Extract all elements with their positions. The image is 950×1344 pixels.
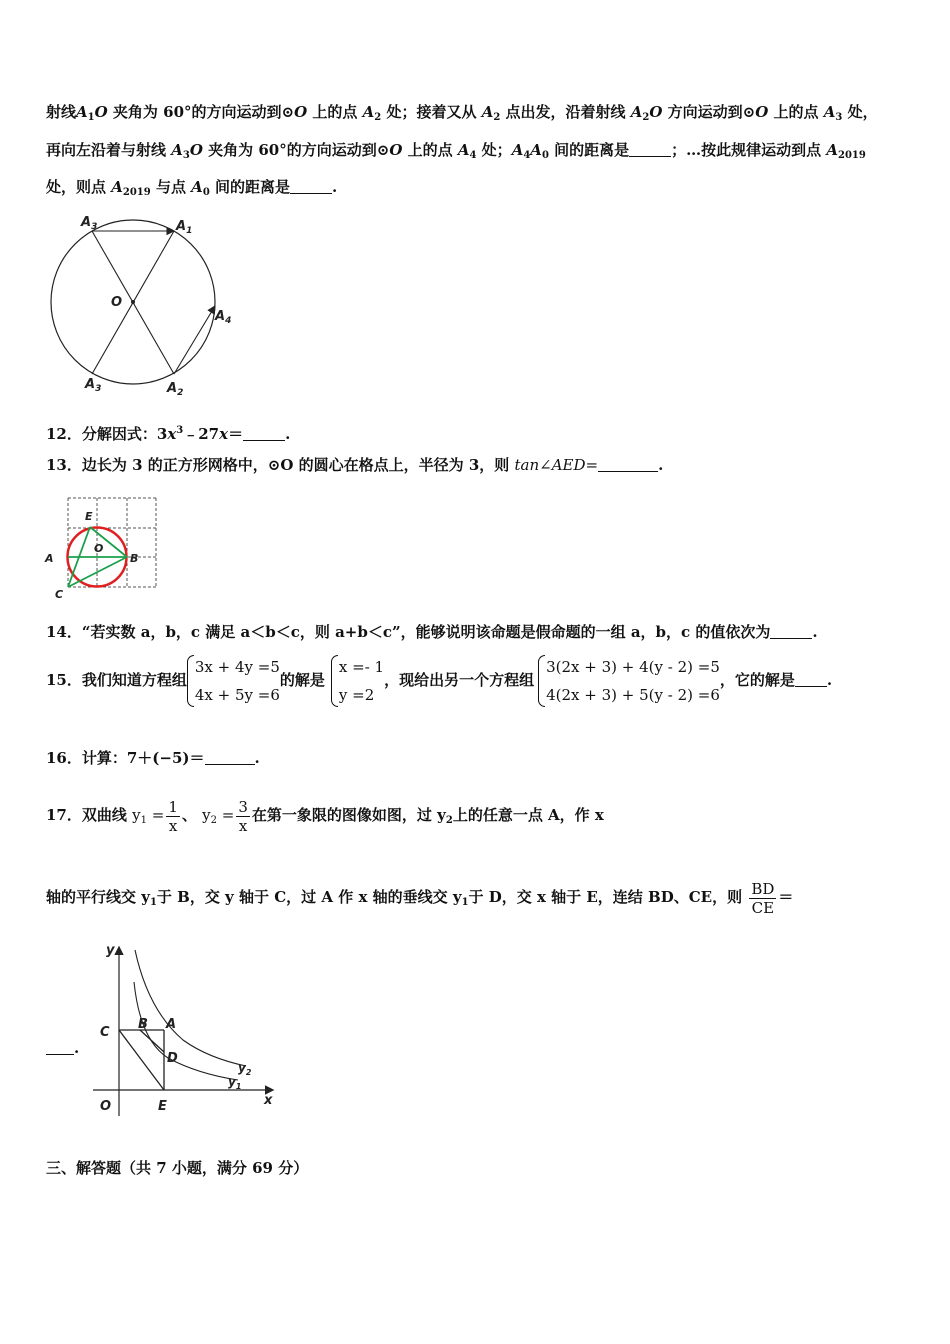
segment-ce [119,1030,164,1090]
segment-a2-a4 [174,306,215,374]
q13-line: 13．边长为 3 的正方形网格中，⊙O 的圆心在格点上，半径为 3，则 tan∠AED= . [46,456,664,474]
label-a1: $A_1$ [176,219,193,236]
label-curve-y2: $y_2$ [238,1061,252,1077]
label-e: E [85,510,93,523]
answer-blank-q15[interactable] [795,672,827,687]
answer-blank-1[interactable] [629,142,671,157]
label-a4: $A_4$ [215,309,232,326]
label-curve-y1: $y_1$ [228,1075,242,1091]
label-a: A [45,552,54,565]
q17-line1: 17．双曲线 $y_1$ = $\frac{1}{x}$ 、 $y_2$ = $\frac{3}{x}$ 在第一象限的图像如图，过 $y_2$上的任意一点 A，作 x [46,797,604,835]
q13-grid-figure [42,494,162,604]
answer-blank-q13[interactable] [598,457,658,472]
fraction-1-over-x: $\frac{1}{x}$ [168,797,178,835]
curve-y1 [134,982,238,1080]
fraction-3-over-x: $\frac{3}{x}$ [238,797,248,835]
label-a3: $A_3$ [85,377,102,394]
label-b: B [130,552,139,565]
label-o: O [111,295,123,310]
section-3-title: 三、解答题（共 7 小题，满分 69 分） [46,1159,309,1177]
q14-line: 14．“若实数 a，b，c 满足 a＜b＜c，则 a+b＜c”，能够说明该命题是假命题的一组 a，b，c 的值依次为 . [46,623,818,641]
label-c: C [100,1025,110,1040]
label-a2: $A_2$ [167,381,184,398]
label-y: y [106,943,115,958]
q16-line: 16．计算：7＋(−5)＝ . [46,749,260,767]
q17-line2: 轴的平行线交 $y_1$于 B，交 y 轴于 C，过 A 作 x 轴的垂线交 $y_1$于 D，交 x 轴于 E，连结 BD、CE，则 $\frac{BD}{CE}$ ＝ [46,879,794,917]
segment-bd [140,1030,164,1052]
q11-line1: 射线$A_1O$ 夹角为 60°的方向运动到⊙O 上的点 $A_2$ 处；接着又从 $A_2$ 点出发，沿着射线 $A_2O$ 方向运动到⊙O 上的点 $A_3$ 处， [46,103,878,123]
answer-blank-q12[interactable] [243,426,285,441]
label-a-top-left: $A_3$ [81,215,98,232]
center-dot [131,300,135,304]
label-o: O [94,542,104,555]
q12-line: 12．分解因式：$3x^3﹣27x=$ . [46,425,291,443]
q17-hyperbola-figure [88,940,288,1120]
solution-system: x =- 1 y =2 [331,653,384,709]
curve-y2 [135,950,246,1066]
q11-line2: 再向左沿着与射线 $A_3O$ 夹角为 60°的方向运动到⊙O 上的点 $A_4$ 处；$A_4A_0$ 间的距离是 ；…按此规律运动到点 $A_{2019}$ [46,141,866,161]
q11-line3: 处，则点 $A_{2019}$ 与点 $A_0$ 间的距离是 . [46,178,338,198]
label-d: D [167,1051,178,1066]
equation-system-2: 3(2x + 3) + 4(y - 2) =5 4(2x + 3) + 5(y - 2) =6 [538,653,720,709]
label-a: A [166,1017,177,1032]
answer-blank-q14[interactable] [770,624,812,639]
q15-line: 15．我们知道方程组 3x + 4y =5 4x + 5y =6 的解是 x =- 1 y =2 ，现给出另一个方程组 3(2x + 3) + 4(y - 2) =5 4(2x + 3) + 5(y - 2) =6 ，它的解是 . [46,652,832,709]
fraction-bd-over-ce: $\frac{BD}{CE}$ [751,879,775,917]
answer-blank-2[interactable] [290,179,332,194]
dashed-grid [68,498,156,587]
equation-system-1: 3x + 4y =5 4x + 5y =6 [187,653,280,709]
label-c: C [55,588,64,601]
answer-blank-q17[interactable] [46,1040,74,1055]
label-b: B [138,1017,148,1032]
q11-circle-figure [45,210,245,400]
q17-answer: . [46,1038,79,1058]
label-e: E [158,1099,167,1114]
answer-blank-q16[interactable] [205,750,255,765]
label-x: x [264,1093,273,1108]
label-o: O [100,1099,112,1114]
